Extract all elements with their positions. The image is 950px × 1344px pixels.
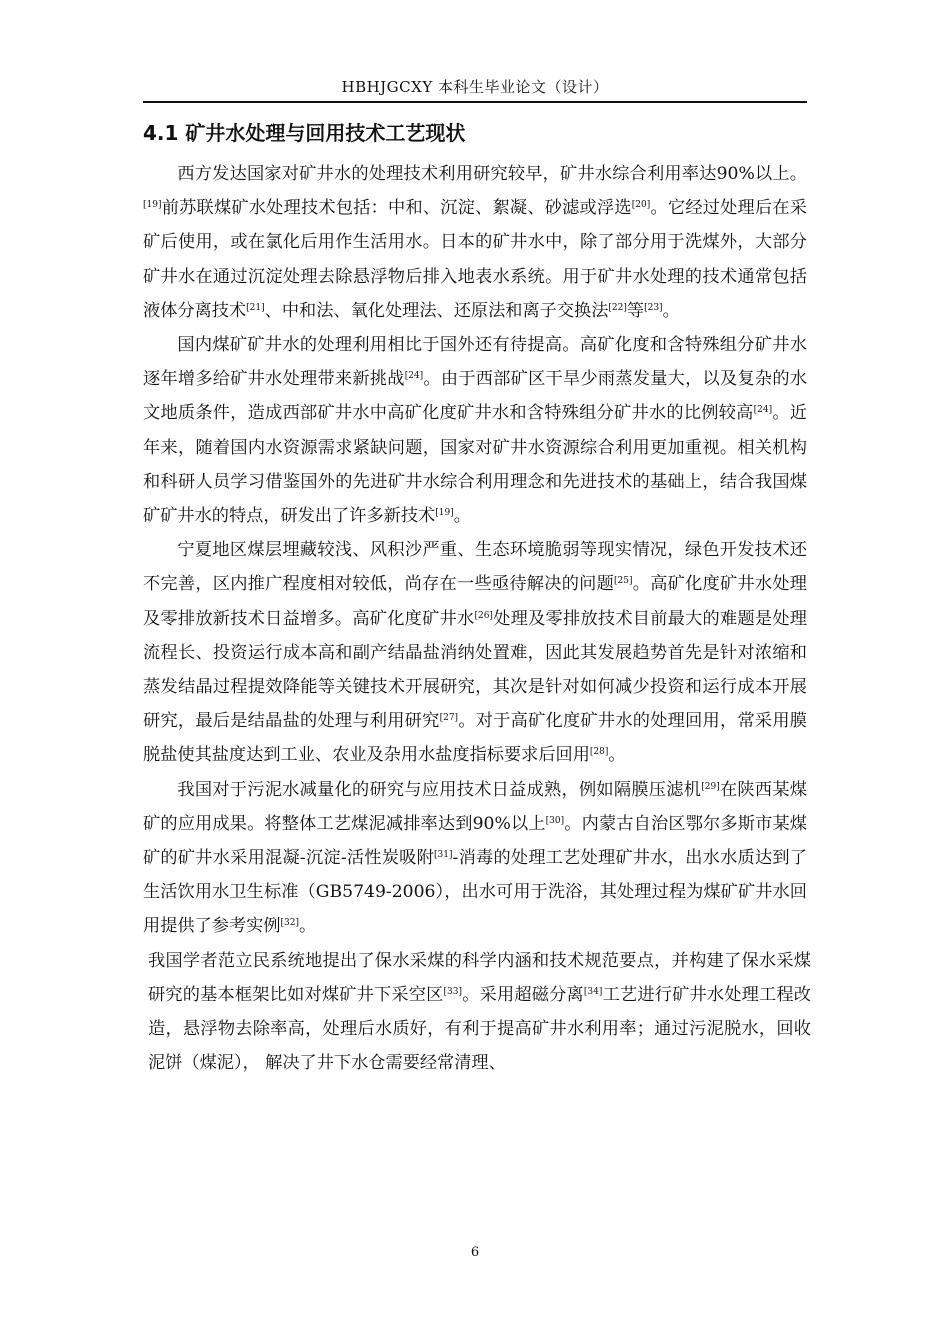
page-header: HBHJGCXY 本科生毕业论文（设计）: [341, 78, 609, 96]
paragraph: [143, 328, 807, 533]
text-run: 等: [626, 300, 645, 321]
citation-ref: [27]: [439, 713, 459, 724]
citation-ref: [22]: [608, 302, 627, 313]
text-run: 。近年来，随着国内水资源需求紧缺问题，国家对矿井水资源综合利用更加重视。相关机构和科研人员学习借鉴国外的先进矿井水综合利用理念和先进技术的基础上，结合我国煤矿矿井水的特点，研发出了许多新技术: [143, 403, 807, 527]
text-run: 。内蒙古自治区鄂尔多斯市某煤矿的矿井水采用混凝-沉淀-活性炭吸附: [143, 813, 807, 869]
text-run: 。对于高矿化度矿井水的处理回用，常采用膜脱盐使其盐度达到工业、农业及杂用水盐度指标要求后回用: [143, 711, 807, 766]
body-text: [143, 157, 811, 1080]
citation-ref: [19]: [143, 200, 162, 211]
citation-ref: [25]: [614, 576, 633, 587]
text-run: 。: [453, 506, 471, 527]
citation-ref: [28]: [589, 747, 609, 758]
paragraph: [143, 773, 807, 944]
paragraph: [148, 944, 811, 1081]
text-run: 在陕西某煤矿的应用成果。将整体工艺煤泥减排率达到90%以上: [143, 779, 807, 834]
page-number: 6: [470, 1245, 480, 1260]
citation-ref: [20]: [631, 200, 651, 211]
text-run: 。它经过处理后在采矿后使用，或在氯化后用作生活用水。日本的矿井水中，除了部分用于洗煤外，大部分矿井水在通过沉淀处理去除悬浮物后排入地表水系统。用于矿井水处理的技术通常包括液体分离技术: [143, 198, 807, 321]
text-run: 宁夏地区煤层埋藏较浅、风积沙严重、生态环境脆弱等现实情况，绿色开发技术还不完善，区内推广程度相对较低，尚存在一些亟待解决的问题: [143, 540, 807, 595]
citation-ref: [32]: [280, 918, 299, 929]
citation-ref: [21]: [246, 302, 265, 313]
text-run: 。: [299, 916, 317, 937]
citation-ref: [23]: [644, 302, 663, 313]
citation-ref: [24]: [753, 405, 773, 416]
citation-ref: [26]: [474, 610, 493, 621]
section-title: 4.1 矿井水处理与回用技术工艺现状: [143, 121, 466, 145]
citation-ref: [29]: [701, 781, 720, 792]
text-run: 西方发达国家对矿井水的处理技术利用研究较早，矿井水综合利用率达90%以上。: [177, 164, 807, 184]
header-divider: [143, 101, 807, 103]
text-run: 。高矿化度矿井水处理及零排放新技术日益增多。高矿化度矿井水: [143, 574, 807, 629]
text-run: 。: [608, 745, 626, 766]
citation-ref: [24]: [404, 371, 424, 382]
text-run: 。由于西部矿区干旱少雨蒸发量大，以及复杂的水文地质条件，造成西部矿井水中高矿化度矿井水和含特殊组分矿井水的比例较高: [143, 369, 807, 424]
citation-ref: [33]: [443, 986, 462, 997]
text-run: 。采用超磁分离: [462, 984, 584, 1005]
text-run: 、中和法、氧化处理法、还原法和离子交换法: [264, 300, 609, 321]
text-run: 我国学者范立民系统地提出了保水采煤的科学内涵和技术规范要点，并构建了保水采煤研究的基本框架比如对煤矿井下采空区: [148, 950, 811, 1005]
text-run: 处理及零排放技术目前最大的难题是处理流程长、投资运行成本高和副产结晶盐消纳处置难，因此其发展趋势首先是针对浓缩和蒸发结晶过程提效降能等关键技术开展研究，其次是针对如何减少投资和运行成本开展研究，最后是结晶盐的处理与利用研究: [143, 608, 807, 732]
citation-ref: [31]: [434, 850, 453, 861]
text-run: 工艺进行矿井水处理工程改造，悬浮物去除率高，处理后水质好，有利于提高矿井水利用率；通过污泥脱水，回收泥饼（煤泥）， 解决了井下水仓需要经常清理、: [148, 984, 811, 1074]
text-run: 我国对于污泥水减量化的研究与应用技术日益成熟，例如隔膜压滤机: [177, 779, 702, 800]
citation-ref: [30]: [545, 815, 565, 826]
text-run: 前苏联煤矿水处理技术包括：中和、沉淀、絮凝、砂滤或浮选: [161, 198, 632, 219]
citation-ref: [19]: [435, 508, 454, 519]
citation-ref: [34]: [583, 986, 603, 997]
text-run: -消毒的处理工艺处理矿井水，出水水质达到了生活饮用水卫生标准（GB5749-2006），出水可用于洗浴，其处理过程为煤矿矿井水回用提供了参考实例: [143, 848, 808, 937]
text-run: 国内煤矿矿井水的处理利用相比于国外还有待提高。高矿化度和含特殊组分矿井水逐年增多给矿井水处理带来新挑战: [143, 335, 807, 390]
paragraph: [143, 157, 807, 328]
paragraph: [143, 533, 807, 772]
text-run: 。: [662, 300, 680, 321]
